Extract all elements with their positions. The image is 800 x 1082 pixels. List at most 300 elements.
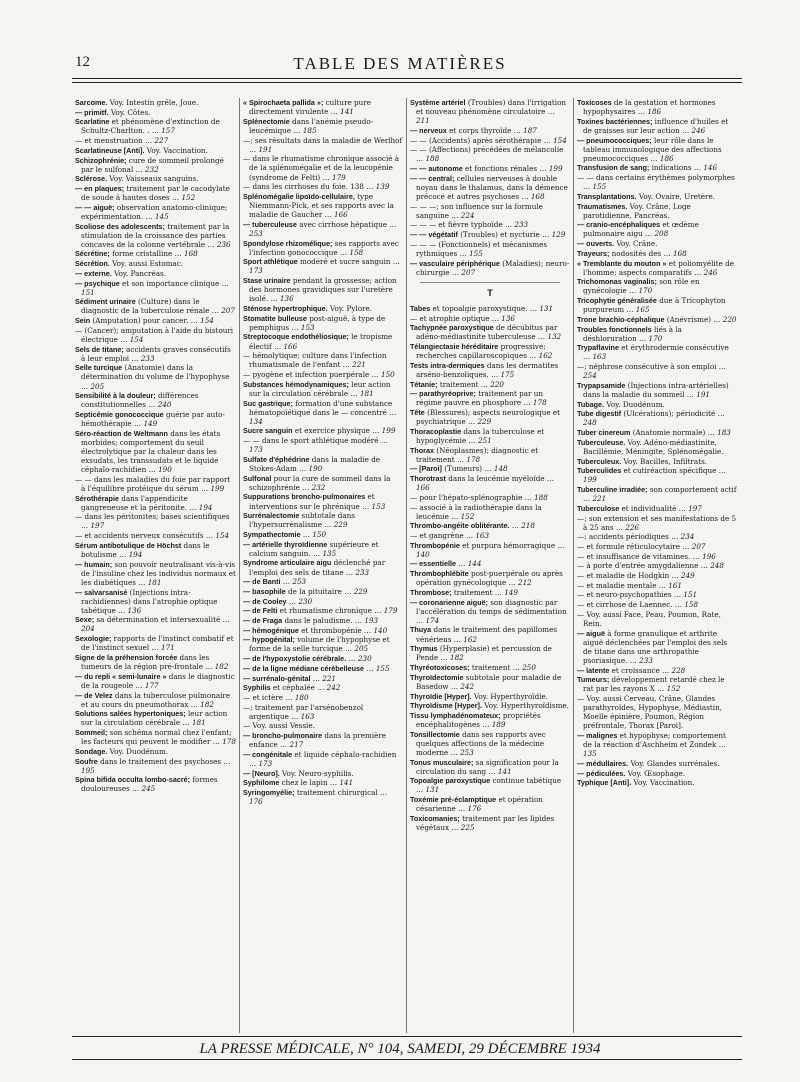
index-entry: — et gangrène … 163 xyxy=(410,530,490,540)
index-entry-text: type Niemmann-Pick, et ses rapports avec la maladie de Gaucher xyxy=(249,191,394,220)
page-reference: 196 xyxy=(702,551,716,561)
index-entry: — coronarienne aiguë; son diagnostic par l'accélération du temps de sédimentation … 174 xyxy=(410,597,567,625)
index-entry-heading: Solutions salées hypertoniques; xyxy=(75,709,186,719)
page-reference: 188 xyxy=(425,154,440,164)
page-reference: 207 xyxy=(691,542,706,552)
index-entry: — — autonome et fonctions rénales … 199 xyxy=(410,164,563,174)
index-entry-text: Voy. Vaccination. xyxy=(146,145,208,155)
index-entry-text: — — dans certains érythèmes polymorphes xyxy=(577,173,735,183)
index-entry-heading: Trypaflavine xyxy=(577,343,619,353)
index-entry-heading: — surrénalo-génital xyxy=(243,673,311,683)
index-entry xyxy=(577,192,737,201)
index-entry-text: traitement xyxy=(471,663,511,673)
index-entry-heading: Sérum antibotulique de Höchst xyxy=(75,540,182,550)
index-entry-text: — associé à la radiothérapie dans la leucémie xyxy=(410,502,542,521)
index-entry-text: Voy. Glandes surrénales. xyxy=(630,758,720,768)
page-reference: 194 xyxy=(128,549,143,559)
index-entry: « Tremblante du mouton » et poliomyélite de l'homme; aspects comparatifs … 246 xyxy=(577,258,735,277)
index-entry-heading: Surrénalectomie xyxy=(243,511,300,521)
page-reference: 131 xyxy=(539,303,554,313)
index-entry: Spondylose rhizomélique; ses rapports avec l'infection gonococcique … 158 xyxy=(243,238,399,257)
index-entry: Septicémie gonococcique guérie par auto-hémothérapie … 149 xyxy=(75,409,225,429)
page-reference: 240 xyxy=(157,400,172,410)
index-entry: — hémolytique; culture dans l'infection rhumatismale de l'enfant … 221 xyxy=(243,351,387,370)
index-entry-text: et thrombopénie xyxy=(301,625,362,635)
index-entry-heading: — parathyréoprive; xyxy=(410,389,476,399)
index-entry: Troubles fonctionnels liés à la déshloruration … 170 xyxy=(577,324,682,343)
index-entry: Sulfate d'éphédrine dans la maladie de Stokes-Adam … 190 xyxy=(243,454,381,473)
page-reference: 168 xyxy=(672,248,687,258)
index-entry: Syphilome chez le lapin … 141 xyxy=(243,778,354,788)
index-entry-heading: Tuberculeux. xyxy=(577,456,622,466)
index-entry-heading: — psychique xyxy=(75,278,120,288)
index-entry-text: traitement xyxy=(453,587,493,597)
index-entry-heading: Toxicoses xyxy=(577,98,612,107)
index-entry-text: dans l'appendicite gangreneuse et la péritonite. xyxy=(81,493,188,512)
index-entry: — [Paroi] (Tumeurs) … 148 xyxy=(410,464,508,474)
page-reference: 229 xyxy=(333,520,348,530)
index-entry-heading: Syndrome articulaire aigu xyxy=(243,558,332,568)
index-entry: — et formule réticulocytaire … 207 xyxy=(577,542,706,552)
index-entry: —; traitement par l'arsénobenzol argentique … 163 xyxy=(243,702,364,721)
index-entry: — de Fraga dans le paludisme. … 193 xyxy=(243,615,379,625)
index-entry: Tachypnée paroxystique de décubitus par adéno-médiastinite tuberculeuse … 132 xyxy=(410,323,562,342)
page-reference: 178 xyxy=(222,737,236,747)
index-entry: — hypogénital; volume de l'hypophyse et forme de la selle turcique … 205 xyxy=(243,635,390,654)
index-entry-text: subtotale pour maladie de Basedow xyxy=(416,672,562,691)
index-entry-text: traitement par les lipides végétaux xyxy=(416,813,555,832)
page-reference: 155 xyxy=(592,182,607,192)
page-reference: 141 xyxy=(340,107,354,117)
page-reference: 253 xyxy=(249,228,263,238)
index-entry: Sympathectomie … 150 xyxy=(243,529,327,539)
index-entry-heading: Spondylose rhizomélique; xyxy=(243,238,333,248)
index-entry-heading: Thrombose; xyxy=(410,587,452,597)
index-entry-heading: — basophile xyxy=(243,586,286,596)
index-entry: — salvarsanisé (Injections intra-rachidiennes) dans l'atrophie optique tabétique … 136 xyxy=(75,587,218,615)
index-entry-heading: Selle turcique xyxy=(75,363,123,373)
index-entry-text: déclenché par l'emploi des sels de titane xyxy=(249,558,386,577)
index-entry-text: Voy. Œsophage. xyxy=(627,768,686,778)
index-entry: Thymus (Hyperplasie) et percussion de Pende … 182 xyxy=(410,644,552,663)
index-entry-heading: Splénomégalie lipoïdo-cellulaire, xyxy=(243,191,355,201)
index-entry-text: traitement xyxy=(439,379,479,389)
page-reference: 136 xyxy=(501,313,515,323)
index-entry: — — dans les maladies du foie par rapport à l'équilibre protéique du sérum … 199 xyxy=(75,474,231,493)
index-entry-heading: Sclérose. xyxy=(75,174,107,184)
index-entry: Selle turcique (Anatomie) dans la détermination du volume de l'hypophyse … 205 xyxy=(75,363,230,391)
page-reference: 153 xyxy=(300,322,315,332)
index-entry-heading: Tête xyxy=(410,408,425,417)
index-entry: Tuberculides et cutiréaction spécifique … 199 xyxy=(577,466,726,485)
page-reference: 157 xyxy=(161,126,175,136)
index-entry-heading: Thyroïdisme [Hyper]. xyxy=(410,701,482,711)
index-entry-text: volume de l'hypophyse et forme de la selle turcique xyxy=(249,635,390,654)
index-entry-text: (Culture) dans le diagnostic de la tuberculose rénale xyxy=(81,297,210,316)
index-entry: — pour l'hépato-splénographie … 188 xyxy=(410,492,548,502)
page-reference: 191 xyxy=(258,144,273,154)
page-reference: 179 xyxy=(331,172,346,182)
index-entry-text: (Anatomie normale) xyxy=(632,428,706,438)
index-entry: — parathyréoprive; traitement par un régime pauvre en phosphore … 178 xyxy=(410,389,547,408)
index-entry: — cranio-encéphaliques et œdème pulmonaire aigu … 208 xyxy=(577,220,699,239)
page-reference: 186 xyxy=(659,153,674,163)
index-entry: — — dans certains érythèmes polymorphes … 155 xyxy=(577,173,735,192)
index-entry: Suc gastrique; formation d'une substance hématopoïétique dans le — concentré … 134 xyxy=(243,398,397,426)
index-entry-heading: Trypарsamide xyxy=(577,380,626,390)
index-entry: — artérielle thyroïdienne supérieure et calcium sanguin. … 135 xyxy=(243,539,379,558)
index-entry-heading: — externe. xyxy=(75,268,112,278)
index-entry-heading: — — aiguë; xyxy=(75,202,115,212)
index-entry: — associé à la radiothérapie dans la leucémie … 152 xyxy=(410,502,542,521)
index-entry: Sport athlétique modéré et sucre sanguin … 173 xyxy=(243,257,400,276)
index-entry: Substances hémodynamiques; leur action sur la circulation cérébrale … 181 xyxy=(243,379,391,398)
index-entry: Signe de la préhension forcée dans les tumeurs de la région pré-frontale … 182 xyxy=(75,652,229,672)
page-reference: 182 xyxy=(450,653,464,663)
index-entry xyxy=(75,747,236,756)
page-reference: 149 xyxy=(504,587,518,597)
index-entry-text: formes douloureuses xyxy=(81,775,218,794)
index-entry-text: — — (Affections) précédées de mélancolie xyxy=(410,145,564,155)
index-entry-text: — Voy. aussi Face, Peau, Poumon, Rate, Rein. xyxy=(577,609,721,628)
index-entry-text: liés à la déshloruration xyxy=(583,324,682,343)
index-entry-text: et fonctions rénales xyxy=(465,164,538,174)
page-reference: 212 xyxy=(518,578,532,588)
page-reference: 221 xyxy=(322,673,336,683)
index-entry-heading: Transplantations. xyxy=(577,191,637,201)
index-column-3 xyxy=(406,98,573,1033)
index-entry: Séro-réaction de Weltmann dans les états morbides; comportement du seuil électrolytique par la chaleur dans les exsudats, les transsudats et le liquide céphalo-rachidien … 190 xyxy=(75,428,221,475)
index-entry-heading: — broncho-pulmonaire xyxy=(243,731,323,741)
index-entry-heading: — de l'hypoxystolie cérébrale. xyxy=(243,654,347,664)
index-entry-heading: Tricophytie généralisée xyxy=(577,296,657,306)
index-entry-text: Voy. Vaisseaux sanguins. xyxy=(109,174,199,184)
index-entry-heading: Thorax xyxy=(410,445,434,455)
index-entry: — en plaques; traitement par le cacodylate de soude à hautes doses … 152 xyxy=(75,184,230,203)
page-reference: 154 xyxy=(200,316,214,326)
index-entry-heading: — [Neuro]. xyxy=(243,768,280,778)
page-reference: 170 xyxy=(638,286,653,296)
index-entry: — pyogène et infection puerpérale … 150 xyxy=(243,370,395,380)
page-reference: 140 xyxy=(416,549,430,559)
index-entry-heading: Tonsillectomie xyxy=(410,729,460,739)
index-entry-text: et opération césarienne xyxy=(416,795,543,814)
index-entry-text: Voy. Duodénum. xyxy=(606,399,665,409)
page-reference: 197 xyxy=(688,503,702,513)
index-entry-text: — à porte d'entrée amygdalienne xyxy=(577,561,699,571)
page-reference: 135 xyxy=(322,548,337,558)
index-entry: Sexologie; rapports de l'instinct combatif et de l'instinct sexuel … 171 xyxy=(75,634,234,653)
footer-rule-double xyxy=(72,1059,742,1060)
index-entry xyxy=(577,202,737,220)
page-reference: 171 xyxy=(161,643,175,653)
index-entry: Tuberculine irradiée; son comportement actif … 221 xyxy=(577,485,737,504)
index-entry-heading: Tube digestif xyxy=(577,409,622,419)
index-entry: Tuber cinereum (Anatomie normale) … 183 xyxy=(577,428,731,438)
index-entry-heading: — latente xyxy=(577,665,610,675)
page-reference: 158 xyxy=(684,600,699,610)
page-reference: 166 xyxy=(334,210,348,220)
page-reference: 253 xyxy=(292,577,307,587)
page-reference: 242 xyxy=(460,681,475,691)
page-reference: 199 xyxy=(210,483,225,493)
index-entry: — et atrophie optique … 136 xyxy=(410,313,515,323)
index-entry-heading: — humain; xyxy=(75,559,113,569)
index-entry-heading: Sarcome. xyxy=(75,98,108,107)
index-entry-text: le tropisme électif xyxy=(249,332,393,351)
index-entry xyxy=(577,400,737,409)
index-entry: Stase urinaire pendant la grossesse; action des hormones gravidiques sur l'uretère isolé. … 136 xyxy=(243,276,397,304)
page-reference: 150 xyxy=(312,529,327,539)
index-entry xyxy=(75,108,236,117)
index-entry: Thrombopénie et purpura hémorragique … 140 xyxy=(410,540,565,559)
index-entry-heading: — tuberculeuse xyxy=(243,219,297,229)
index-entry: Toxicoses de la gestation et hormones hypophysaires … 186 xyxy=(577,98,716,117)
index-entry: Transfusion de sang; indications … 146 xyxy=(577,163,718,173)
index-entry-text: Voy. Neuro-syphilis. xyxy=(282,768,354,778)
index-entry-heading: Syringomyélie; xyxy=(243,787,295,797)
index-entry-heading: Sténose hypertrophique. xyxy=(243,304,328,313)
index-entry: Spina bifida occulta lombo-sacré; formes douloureuses … 245 xyxy=(75,775,218,794)
index-entry-heading: Typhique [Anti]. xyxy=(577,778,632,788)
index-entry-text: (Troubles) dans l'irrigation et nouveau phénomène circulatoire xyxy=(416,98,567,117)
page-reference: 190 xyxy=(158,465,172,475)
index-entry-heading: Sulfonal xyxy=(243,473,272,483)
index-entry-text: et liquide céphalo-rachidien xyxy=(294,749,397,759)
index-entry: — de Banti … 253 xyxy=(243,577,307,587)
index-entry-text: et céphalée xyxy=(272,683,315,693)
page-reference: 178 xyxy=(466,454,481,464)
index-entry-heading: Tubage. xyxy=(577,399,605,409)
index-entry-text: accidents graves consécutifs à leur emploi xyxy=(81,344,231,363)
index-entry: Système artériel (Troubles) dans l'irrigation et nouveau phénomène circulatoire … 211 xyxy=(410,98,567,126)
index-entry-heading: Scarlatineuse [Anti]. xyxy=(75,145,145,155)
index-entry-heading: Scarlatine xyxy=(75,117,110,127)
index-entry-text: et phénomène d'extinction de Schultz-Charlton. . xyxy=(81,117,220,136)
index-entry: Streptocoque endothéliosique; le tropisme électif … 166 xyxy=(243,332,393,351)
page-reference: 187 xyxy=(523,125,537,135)
index-entry-heading: Syphilis xyxy=(243,683,271,693)
index-entry: Solutions salées hypertoniques; leur action sur la circulation cérébrale … 181 xyxy=(75,709,228,728)
index-entry: Tête (Blessures); aspects neurologique et psychiatrique … 229 xyxy=(410,408,561,427)
index-entry: Sécrétine; forme cristalline … 168 xyxy=(75,249,198,259)
index-entry: Sels de titane; accidents graves consécutifs à leur emploi … 233 xyxy=(75,344,231,363)
page-reference: 246 xyxy=(691,125,706,135)
index-entry-text: leur rôle dans le tableau immunologique des affections pneumococciques xyxy=(583,135,722,163)
index-entry: Tabes et topoalgie paroxystique. … 131 xyxy=(410,303,554,313)
page-reference: 208 xyxy=(654,229,669,239)
index-entry-text: — Voy. aussi Vessie. xyxy=(243,721,315,731)
index-entry-text: (Anatomie) dans la détermination du volume de l'hypophyse xyxy=(81,363,230,382)
index-entry-text: — (Cancer); amputation à l'aide du bistouri électrique xyxy=(75,325,234,344)
index-entry-text: — dans le rhumatisme chronique associé à de la splénomégalie et de la leucopénie (syndrome de Felti) xyxy=(243,154,400,182)
index-entry-text: —; néphrose consécutive à son emploi xyxy=(577,362,717,372)
index-entry-heading: — coronarienne aiguë; xyxy=(410,597,488,607)
index-entry xyxy=(243,769,403,778)
index-entry: Splénomégalie lipoïdo-cellulaire, type Niemmann-Pick, et ses rapports avec la maladie de Gaucher … 166 xyxy=(243,191,394,220)
index-entry: Tube digestif (Ulcérations); périodicité … 248 xyxy=(577,409,725,428)
index-entry: — et accidents nerveux consécutifs … 154 xyxy=(75,531,230,541)
index-entry-heading: Syphilome xyxy=(243,778,280,788)
page-reference: 182 xyxy=(214,662,229,672)
page-reference: 163 xyxy=(592,352,607,362)
index-entry-heading: — — végétatif xyxy=(410,230,458,240)
page-reference: 180 xyxy=(294,692,309,702)
index-entry-text: — pyogène et infection puerpérale xyxy=(243,370,370,380)
page-reference: 144 xyxy=(467,559,482,569)
page-reference: 232 xyxy=(145,164,159,174)
index-entry-text: et exercice physique xyxy=(294,426,370,436)
index-entry-text: dans la maladie de Stokes-Adam xyxy=(249,454,381,473)
page-reference: 181 xyxy=(147,577,162,587)
index-entry-heading: — primitf. xyxy=(75,107,109,117)
index-entry-text: influence d'huiles et de graisses sur leur action xyxy=(583,116,729,135)
page-reference: 162 xyxy=(538,351,553,361)
index-entry-heading: — de Felti xyxy=(243,606,278,616)
index-entry-text: dans les dermatites arséno-benzoliques. xyxy=(416,360,559,379)
index-entry-text: forme cristalline xyxy=(112,249,173,259)
index-entry-heading: Trichomonas vaginalis; xyxy=(577,277,657,287)
index-entry-heading: Spina bifida occulta lombo-sacré; xyxy=(75,775,191,785)
page-reference: 204 xyxy=(81,624,95,634)
index-entry-text: Voy. aussi Estomac. xyxy=(112,259,184,269)
footer-rule xyxy=(72,1036,742,1037)
page-reference: 199 xyxy=(548,164,563,174)
page-reference: 152 xyxy=(666,684,681,694)
page-reference: 229 xyxy=(353,586,368,596)
page-reference: 145 xyxy=(154,211,169,221)
index-entry-text: —; accidents périodiques xyxy=(577,532,669,542)
index-entry: Syringomyélie; traitement chirurgical … 176 xyxy=(243,787,388,807)
index-entry: — de Felti et rhumatisme chronique … 179 xyxy=(243,606,398,616)
index-entry: — dans le rhumatisme chronique associé à de la splénomégalie et de la leucopénie (syndrome de Felti) … 179 xyxy=(243,154,400,182)
index-entry: Sulfonal pour la cure de sommeil dans la schizophrénie … 232 xyxy=(243,473,391,492)
index-entry-heading: Splénectomie xyxy=(243,116,290,126)
index-entry-text: son schéma normal chez l'enfant; les facteurs qui peuvent le modifier xyxy=(81,728,232,747)
index-entry-text: — et neuro-psychopathies xyxy=(577,590,672,600)
page-reference: 190 xyxy=(308,463,323,473)
page-reference: 178 xyxy=(532,398,547,408)
index-entry: — et maladie mentale … 161 xyxy=(577,580,682,590)
header-rule xyxy=(72,78,742,79)
index-entry: Thuya dans le traitement des papillomes vénériens … 162 xyxy=(410,625,558,644)
index-entry-text: de la gestation et hormones hypophysaires xyxy=(583,98,716,117)
index-entry: — de Velez dans la tuberculose pulmonaire et au cours du pneumothorax … 182 xyxy=(75,690,231,709)
index-entry-text: de décubitus par adéno-médiastinite tuberculeuse xyxy=(416,323,558,342)
index-entry: Soufre dans le traitement des psychoses … 195 xyxy=(75,756,231,775)
index-entry: — et maladie de Hodgkin … 249 xyxy=(577,571,695,581)
page-reference: 189 xyxy=(491,719,506,729)
index-entry-text: dans ses rapports avec quelques affections de la médecine moderne xyxy=(416,729,546,757)
page-reference: 211 xyxy=(416,116,430,126)
index-entry: —; néphrose consécutive à son emploi … 254 xyxy=(577,362,726,381)
page-reference: 153 xyxy=(371,501,386,511)
index-entry xyxy=(577,778,737,787)
page-reference: 233 xyxy=(355,567,370,577)
index-entry-text: Voy. Crâne, Loge parotidienne, Pancréas. xyxy=(583,201,691,220)
index-entry-heading: Signe de la préhension forcée xyxy=(75,652,178,662)
index-entry-text: post-puerpérale ou après opération gynécologique xyxy=(416,569,563,588)
index-entry: — aiguë à forme granulique et arthrite aiguë déclenchées par l'emploi des sels de titane dans une arthropathie psoriasique. … 233 xyxy=(577,628,728,665)
index-entry-heading: — médullaires. xyxy=(577,758,629,768)
index-entry-text: (Hyperplasie) et percussion de Pende xyxy=(416,644,552,663)
index-entry-text: propriétés encéphalitogènes xyxy=(416,710,541,729)
page-reference: 173 xyxy=(249,445,263,455)
index-entry: Tétanie; traitement … 220 xyxy=(410,379,504,389)
index-entry-text: —; son extension et ses manifestations de 5 à 25 ans xyxy=(577,513,737,532)
index-entry: — à porte d'entrée amygdalienne … 248 xyxy=(577,561,724,571)
index-entry: Tests intra-dermiques dans les dermatites arséno-benzoliques. … 175 xyxy=(410,360,559,379)
index-entry-text: — et cirrhose de Laennec. xyxy=(577,600,673,610)
index-entry-heading: — congénitale xyxy=(243,749,293,759)
page-reference: 166 xyxy=(283,341,298,351)
index-entry-text: — et formule réticulocytaire xyxy=(577,542,681,552)
index-entry-heading: Sédiment urinaire xyxy=(75,297,136,307)
index-entry-text: — — — et fièvre typhoïde xyxy=(410,220,503,230)
index-entry-text: dans le botulisme xyxy=(81,540,210,559)
index-entry: — — — (Fonctionnels) et mécanismes rythmiques … 155 xyxy=(410,239,548,258)
index-entry-text: Voy. Ovaire, Uretère. xyxy=(638,191,716,201)
index-entry: Sédiment urinaire (Culture) dans le diagnostic de la tuberculose rénale … 207 xyxy=(75,297,235,316)
index-entry-text: dans le traitement des papillomes vénériens xyxy=(416,625,558,644)
index-entry: Toxémie pré-éclamptique et opération césarienne … 176 xyxy=(410,795,543,814)
page-reference: 242 xyxy=(326,683,341,693)
index-entry: Thrombophlébite post-puerpérale ou après opération gynécologique … 212 xyxy=(410,569,563,588)
index-entry: Thorax (Néoplasmes); diagnostic et traitement … 178 xyxy=(410,445,539,464)
index-entry: Scarlatine et phénomène d'extinction de Schultz-Charlton. . … 157 xyxy=(75,117,220,136)
index-entry-text: (Néoplasmes); diagnostic et traitement xyxy=(416,445,539,464)
index-entry-text: cure de sommeil prolongé par le sulfonal xyxy=(81,155,224,174)
index-entry-text: son pouvoir neutralisant vis-à-vis de l'insuline chez les individus normaux et les diabétiques xyxy=(81,559,236,587)
index-entry-text: — dans les péritonites; bases scientifiques xyxy=(75,512,230,522)
index-entry: Sommeil; son schéma normal chez l'enfant; les facteurs qui peuvent le modifier … 178 xyxy=(75,728,236,747)
page-reference: 162 xyxy=(463,634,477,644)
index-entry-text: Voy. Pylore. xyxy=(329,304,372,313)
index-entry-heading: — aiguë xyxy=(577,628,605,638)
index-entry-heading: Sympathectomie xyxy=(243,529,301,539)
index-entry-text: traitement chirurgical xyxy=(296,787,378,797)
index-entry-text: — — —; son influence sur la formule sanguine xyxy=(410,201,543,220)
index-entry xyxy=(243,304,403,313)
index-entry: — latente et croissance … 228 xyxy=(577,665,686,675)
index-entry-text: à forme granulique et arthrite aiguë déclenchées par l'emploi des sels de titane dans une arthropathie psoriasique. xyxy=(583,628,728,665)
index-entry: — — central; cellules nerveuses à double noyau dans le thalamus, dans la démence précoce et autres psychoses … 168 xyxy=(410,173,568,201)
index-entry-heading: Tuberculine irradiée; xyxy=(577,485,648,495)
index-column-1 xyxy=(72,98,239,1033)
index-entry-heading: Tests intra-dermiques xyxy=(410,360,485,370)
index-entry-text: et érythrodermie consécutive xyxy=(621,343,729,353)
index-entry: — humain; son pouvoir neutralisant vis-à-vis de l'insuline chez les individus normaux et les diabétiques … 181 xyxy=(75,559,236,587)
index-entry-heading: — — central; xyxy=(410,173,455,183)
index-entry-text: et poliomyélite de l'homme; aspects comparatifs xyxy=(583,258,735,277)
index-entry-text: indications xyxy=(651,163,692,173)
index-entry: Toxines bactériennes; influence d'huiles et de graisses sur leur action … 246 xyxy=(577,116,729,135)
index-entry: Trypарsamide (Injections intra-artérielles) dans la maladie du sommeil … 191 xyxy=(577,380,729,399)
index-entry-text: — — dans les maladies du foie par rapport à l'équilibre protéique du sérum xyxy=(75,474,231,493)
index-entry-text: différences constitutionnelles xyxy=(81,391,199,410)
index-entry-text: continue tabétique xyxy=(492,776,562,786)
index-entry xyxy=(75,98,236,107)
page-reference: 195 xyxy=(81,765,95,775)
index-entry: Tonus musculaire; sa signification pour la circulation du sang … 141 xyxy=(410,757,559,776)
page-reference: 246 xyxy=(703,267,718,277)
index-entry: — — (Affections) précédées de mélancolie … 188 xyxy=(410,145,564,164)
index-entry-heading: Thuya xyxy=(410,625,432,635)
page-reference: 155 xyxy=(375,663,390,673)
page-reference: 173 xyxy=(258,758,273,768)
index-entry-text: (Anévrisme) xyxy=(666,314,711,324)
page-reference: 179 xyxy=(383,606,398,616)
